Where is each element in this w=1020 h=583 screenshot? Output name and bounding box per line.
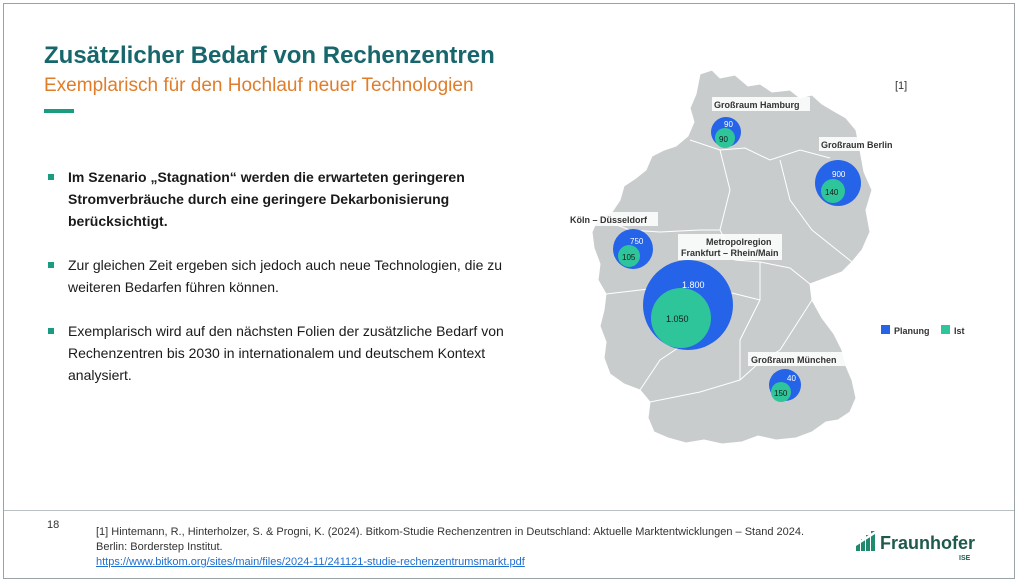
legend-actual-label: Ist (954, 326, 965, 336)
logo-wordmark: Fraunhofer (880, 533, 976, 553)
bubble-frankfurt (643, 260, 733, 350)
actual-value: 140 (825, 188, 839, 197)
logo-subtext: ISE (959, 555, 971, 562)
bullet-item: Im Szenario „Stagnation“ werden die erwarteten geringeren Stromverbräuche durch eine geringere Dekarbonisierung berücksichtigt. (48, 166, 518, 232)
region-label-hamburg (712, 97, 810, 111)
planned-value: 90 (724, 120, 733, 129)
map-reference: [1] (895, 80, 908, 92)
planned-value: 750 (630, 237, 644, 246)
actual-value: 105 (622, 253, 636, 262)
planned-value: 900 (832, 170, 846, 179)
region-label-berlin (819, 137, 897, 151)
legend-planned-label: Planung (894, 326, 930, 336)
svg-text:Frankfurt – Rhein/Main: Frankfurt – Rhein/Main (681, 248, 779, 258)
region-label-muenchen (748, 352, 846, 366)
planned-value: 40 (787, 374, 796, 383)
bullet-item: Exemplarisch wird auf den nächsten Folien der zusätzliche Bedarf von Rechenzentren bis 2030 in internationalem und deutschem Kontext analysiert. (48, 320, 518, 386)
footnote-link[interactable]: https://www.bitkom.org/sites/main/files/2024-11/241121-studie-rechenzentrumsmarkt.pdf (96, 556, 525, 568)
footnote-citation: [1] Hintemann, R., Hinterholzer, S. & Progni, K. (2024). Bitkom-Studie Rechenzentren in Deutschland: Aktuelle Marktentwicklungen – Stand 2024. Berlin: Borderstep Institut. (96, 526, 805, 553)
legend-planned-swatch (881, 325, 890, 334)
slide-subtitle: Exemplarisch für den Hochlauf neuer Technologien (44, 75, 474, 96)
bullet-item: Zur gleichen Zeit ergeben sich jedoch auch neue Technologien, die zu weiteren Bedarfen führen können. (48, 254, 518, 298)
bubble-koeln (613, 229, 653, 269)
planned-value: 1.800 (682, 280, 705, 290)
slide-title: Zusätzlicher Bedarf von Rechenzentren (44, 42, 495, 69)
svg-text:Großraum Hamburg: Großraum Hamburg (714, 100, 800, 110)
footnote (96, 525, 816, 570)
bubble-berlin (815, 160, 861, 206)
footer-divider (4, 510, 1014, 511)
svg-text:Köln – Düsseldorf: Köln – Düsseldorf (570, 215, 648, 225)
svg-text:Großraum München: Großraum München (751, 355, 837, 365)
map-legend (881, 325, 965, 336)
svg-text:Metropolregion: Metropolregion (706, 237, 772, 247)
actual-value: 90 (719, 135, 728, 144)
region-label-koeln (566, 212, 658, 226)
legend-actual-swatch (941, 325, 950, 334)
svg-text:Großraum Berlin: Großraum Berlin (821, 140, 893, 150)
actual-value: 150 (774, 389, 788, 398)
actual-value: 1.050 (666, 314, 689, 324)
fraunhofer-logo-icon (856, 531, 878, 551)
region-label-frankfurt (678, 234, 782, 260)
page-number: 18 (47, 519, 60, 531)
